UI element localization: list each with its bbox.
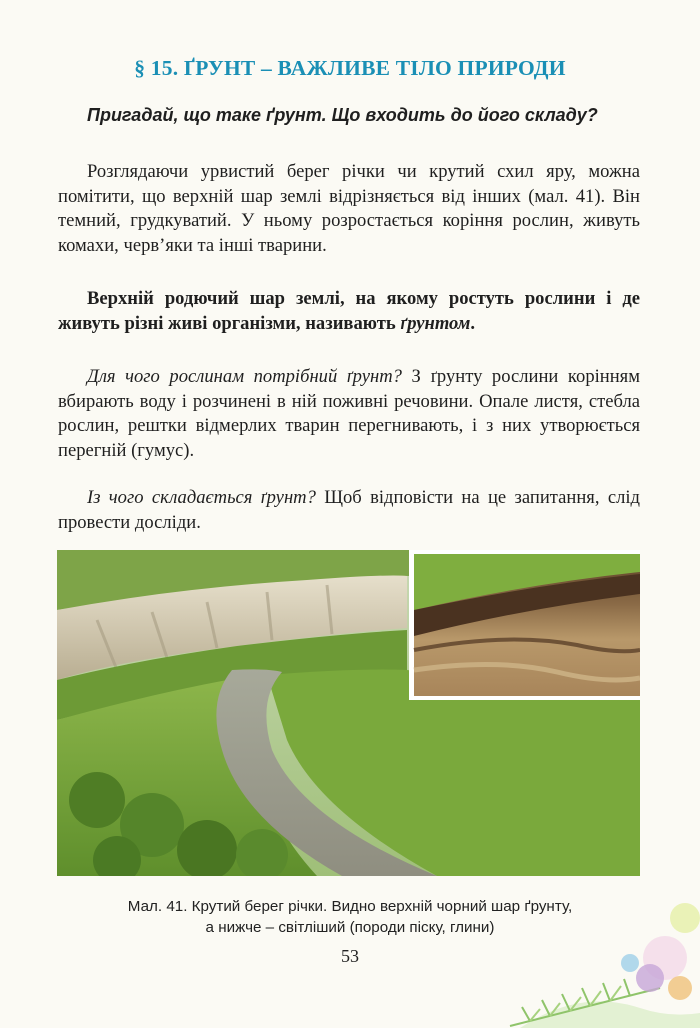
river-bank-photo: [57, 550, 640, 876]
paragraph-intro: Розглядаючи урвистий берег річки чи крутий схил яру, можна помітити, що верхній шар землі відрізняється від інших (мал. 41). Він темний, грудкуватий. У ньому розростається коріння рослин, живуть комахи, черв’яки та інші тварини.: [58, 161, 640, 256]
caption-line-2: а нижче – світліший (породи піску, глини): [205, 919, 495, 936]
definition-term: ґрунтом: [400, 312, 471, 334]
page-number: 53: [341, 946, 359, 966]
definition-text: Верхній родючий шар землі, на якому ростуть рослини і де живуть різні живі організми, називають: [58, 288, 640, 334]
plants-question: Для чого рослинам потрібний ґрунт?: [87, 366, 402, 387]
floral-decoration: [500, 838, 700, 1028]
plants-answer: З ґрунту рослини корінням вбирають воду і розчинені в ній поживні речовини. Опале листя, стебла рослин, рештки відмерлих тварин перегнивають, і з них утворюється перегній (гумус).: [58, 366, 640, 461]
paragraph-composition: [58, 486, 640, 535]
paragraph-plants: [58, 365, 640, 463]
composition-answer: Щоб відповісти на це запитання, слід провести досліди.: [58, 487, 640, 533]
definition-end: .: [470, 312, 476, 334]
composition-question: Із чого складається ґрунт?: [87, 487, 316, 508]
recall-question: Пригадай, що таке ґрунт. Що входить до його складу?: [87, 105, 598, 125]
section-title: § 15. ҐРУНТ – ВАЖЛИВЕ ТІЛО ПРИРОДИ: [134, 56, 566, 80]
definition-paragraph: [58, 287, 640, 336]
caption-line-1: Мал. 41. Крутий берег річки. Видно верхній чорний шар ґрунту,: [127, 898, 573, 915]
